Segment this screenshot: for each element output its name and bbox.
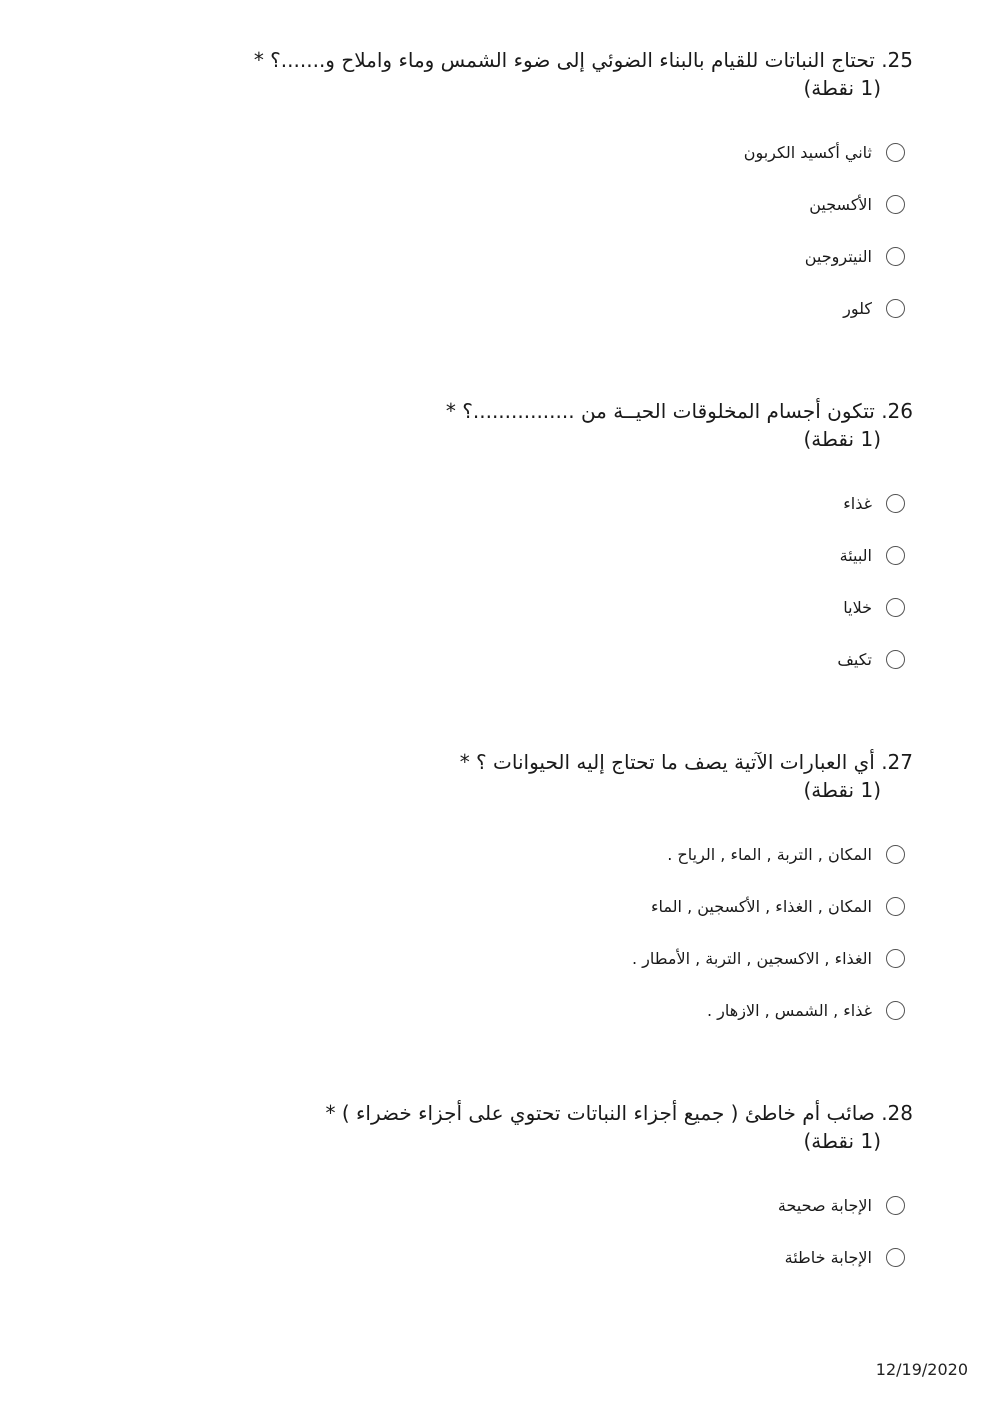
option[interactable] xyxy=(213,932,905,984)
question-title xyxy=(213,1099,913,1127)
option[interactable] xyxy=(213,828,905,880)
option-label: كلور xyxy=(843,298,872,318)
radio-button[interactable] xyxy=(886,494,905,513)
option[interactable] xyxy=(213,477,905,529)
option[interactable] xyxy=(213,581,905,633)
option-label: المكان , الغذاء , الأكسجين , الماء xyxy=(651,896,872,916)
radio-button[interactable] xyxy=(886,598,905,617)
question-25 xyxy=(213,46,913,334)
option[interactable] xyxy=(213,282,905,334)
option-label: خلايا xyxy=(843,597,872,617)
radio-button[interactable] xyxy=(886,650,905,669)
question-title xyxy=(213,397,913,425)
option[interactable] xyxy=(213,880,905,932)
option[interactable] xyxy=(213,1179,905,1231)
option[interactable] xyxy=(213,126,905,178)
option-label: المكان , التربة , الماء , الرياح . xyxy=(667,844,872,864)
radio-button[interactable] xyxy=(886,949,905,968)
question-text: تتكون أجسام المخلوقات الحيــة من ................؟ * xyxy=(445,399,875,423)
option-label: غذاء , الشمس , الازهار . xyxy=(707,1000,872,1020)
question-title xyxy=(213,46,913,74)
question-text: صائب أم خاطئ ( جميع أجزاء النباتات تحتوي على أجزاء خضراء ) * xyxy=(325,1101,875,1125)
option-label: الإجابة صحيحة xyxy=(777,1195,872,1215)
radio-button[interactable] xyxy=(886,1196,905,1215)
question-points: (1 نقطة) xyxy=(803,76,881,100)
option[interactable] xyxy=(213,633,905,685)
question-28 xyxy=(213,1099,913,1283)
option-label: الإجابة خاطئة xyxy=(784,1247,872,1267)
radio-button[interactable] xyxy=(886,143,905,162)
question-points: (1 نقطة) xyxy=(803,778,881,802)
option-label: الغذاء , الاكسجين , التربة , الأمطار . xyxy=(631,948,872,968)
question-27 xyxy=(213,748,913,1036)
option[interactable] xyxy=(213,984,905,1036)
option-label: غذاء xyxy=(843,493,872,513)
radio-button[interactable] xyxy=(886,247,905,266)
question-text: تحتاج النباتات للقيام بالبناء الضوئي إلى ضوء الشمس وماء واملاح و.......؟ * xyxy=(253,48,875,72)
radio-button[interactable] xyxy=(886,897,905,916)
option[interactable] xyxy=(213,529,905,581)
option-label: ثاني أكسيد الكربون xyxy=(743,142,872,162)
option-label: النيتروجين xyxy=(804,246,872,266)
options-list xyxy=(213,477,913,685)
options-list xyxy=(213,1179,913,1283)
question-points: (1 نقطة) xyxy=(803,1129,881,1153)
radio-button[interactable] xyxy=(886,546,905,565)
radio-button[interactable] xyxy=(886,299,905,318)
question-title xyxy=(213,748,913,776)
options-list xyxy=(213,126,913,334)
option[interactable] xyxy=(213,230,905,282)
question-number: 27. xyxy=(881,750,913,774)
question-text: أي العبارات الآتية يصف ما تحتاج إليه الحيوانات ؟ * xyxy=(459,750,875,774)
radio-button[interactable] xyxy=(886,195,905,214)
option-label: تكيف xyxy=(837,649,872,669)
radio-button[interactable] xyxy=(886,1248,905,1267)
radio-button[interactable] xyxy=(886,1001,905,1020)
options-list xyxy=(213,828,913,1036)
option[interactable] xyxy=(213,1231,905,1283)
question-26 xyxy=(213,397,913,685)
radio-button[interactable] xyxy=(886,845,905,864)
option[interactable] xyxy=(213,178,905,230)
footer-date: 12/19/2020 xyxy=(875,1360,968,1379)
option-label: البيئة xyxy=(839,545,872,565)
question-points: (1 نقطة) xyxy=(803,427,881,451)
option-label: الأكسجين xyxy=(809,194,872,214)
question-number: 25. xyxy=(881,48,913,72)
question-number: 28. xyxy=(881,1101,913,1125)
question-number: 26. xyxy=(881,399,913,423)
